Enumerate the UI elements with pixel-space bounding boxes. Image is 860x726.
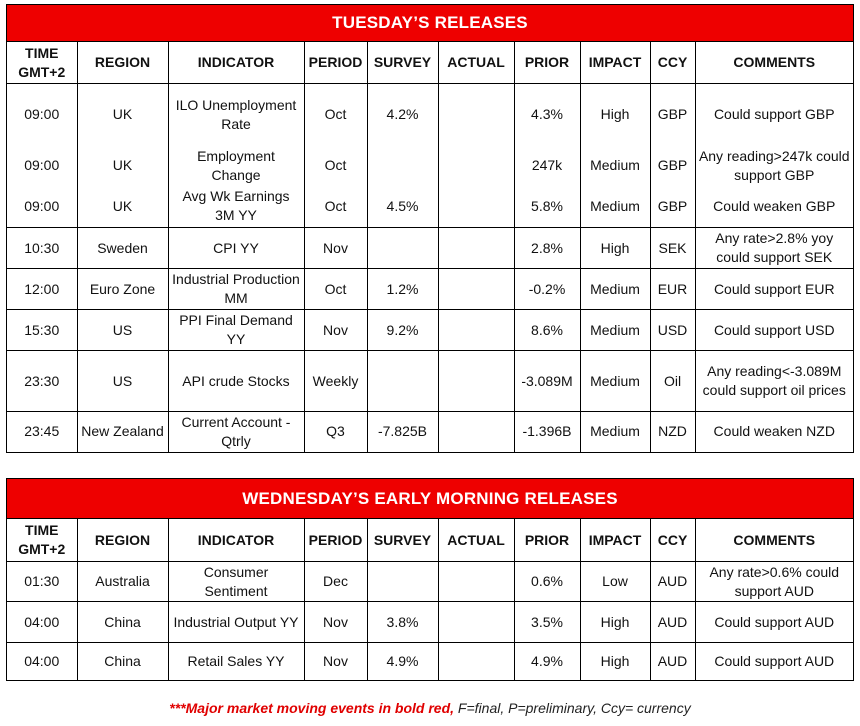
cell-indicator: ILO Unemployment Rate [168, 84, 304, 146]
table-row [7, 562, 853, 602]
cell-comments: Any rate>2.8% yoy could support SEK [695, 228, 853, 269]
cell-prior: 4.3% [514, 84, 580, 146]
cell-impact: Medium [580, 310, 650, 351]
wednesday-table [7, 518, 853, 680]
cell-time: 23:45 [7, 412, 77, 452]
cell-time: 01:30 [24, 573, 60, 589]
cell-survey: 4.9% [367, 643, 438, 680]
footer-legend [0, 700, 860, 716]
cell-region: UK [77, 186, 168, 228]
cell-ccy: EUR [650, 269, 695, 310]
cell-period: Nov [304, 310, 367, 351]
cell-region: US [77, 310, 168, 351]
cell-impact: High [580, 228, 650, 269]
cell-indicator: Current Account - Qtrly [168, 412, 304, 452]
header-comments: COMMENTS [695, 519, 853, 562]
cell-comments: Could support GBP [695, 84, 853, 146]
cell-ccy: GBP [650, 84, 695, 146]
cell-impact: High [580, 84, 650, 146]
header-actual: ACTUAL [438, 519, 514, 562]
cell-impact: Medium [580, 412, 650, 452]
cell-time: 09:00 [24, 157, 60, 173]
cell-region: US [77, 351, 168, 412]
cell-indicator: CPI YY [168, 228, 304, 269]
cell-time: 09:00 [24, 197, 60, 214]
cell-period: Oct [304, 186, 367, 228]
cell-time: 04:00 [7, 602, 77, 643]
cell-prior: 8.6% [514, 310, 580, 351]
cell-survey: 4.2% [367, 84, 438, 146]
header-time: TIME GMT+2 [7, 519, 77, 562]
cell-region: UK [77, 146, 168, 186]
cell-indicator: Industrial Production MM [168, 269, 304, 310]
cell-survey [367, 562, 438, 602]
cell-impact: Medium [580, 351, 650, 412]
cell-comments: Could support AUD [695, 643, 853, 680]
cell-comments: Any rate>0.6% could support AUD [695, 562, 853, 602]
cell-region: Australia [77, 562, 168, 602]
cell-ccy: USD [650, 310, 695, 351]
cell-ccy: SEK [650, 228, 695, 269]
cell-region: China [77, 643, 168, 680]
cell-period: Dec [304, 562, 367, 602]
cell-prior: 0.6% [514, 562, 580, 602]
header-prior: PRIOR [514, 42, 580, 84]
cell-ccy: GBP [650, 146, 695, 186]
cell-prior: 5.8% [514, 186, 580, 228]
cell-ccy: GBP [650, 186, 695, 228]
cell-ccy: Oil [650, 351, 695, 412]
cell-region: China [77, 602, 168, 643]
tuesday-releases-table [6, 4, 854, 453]
cell-actual [438, 643, 514, 680]
header-period: PERIOD [304, 42, 367, 84]
cell-time: 04:00 [7, 643, 77, 680]
header-survey: SURVEY [367, 519, 438, 562]
cell-period: Nov [304, 602, 367, 643]
header-impact: IMPACT [580, 519, 650, 562]
cell-period: Oct [304, 269, 367, 310]
cell-period: Q3 [304, 412, 367, 452]
cell-actual [438, 269, 514, 310]
table-row [7, 84, 853, 146]
table-row [7, 228, 853, 269]
cell-prior: 247k [514, 146, 580, 186]
cell-period: Oct [304, 146, 367, 186]
cell-ccy: AUD [650, 643, 695, 680]
cell-impact: Medium [580, 146, 650, 186]
header-indicator: INDICATOR [168, 519, 304, 562]
cell-survey [367, 228, 438, 269]
header-indicator: INDICATOR [168, 42, 304, 84]
cell-actual [438, 562, 514, 602]
cell-comments: Could weaken GBP [695, 186, 853, 228]
cell-period: Oct [304, 84, 367, 146]
cell-actual [438, 84, 514, 146]
cell-survey: 9.2% [367, 310, 438, 351]
cell-time: 09:00 [24, 106, 60, 123]
cell-ccy: AUD [650, 562, 695, 602]
cell-region: UK [77, 84, 168, 146]
cell-region: Euro Zone [77, 269, 168, 310]
table-row [7, 643, 853, 680]
cell-prior: -0.2% [514, 269, 580, 310]
cell-survey: 4.5% [367, 186, 438, 228]
cell-region: New Zealand [77, 412, 168, 452]
header-impact: IMPACT [580, 42, 650, 84]
table-row [7, 310, 853, 351]
cell-impact: High [580, 602, 650, 643]
header-ccy: CCY [650, 519, 695, 562]
cell-indicator: Consumer Sentiment [168, 562, 304, 602]
header-region: REGION [77, 42, 168, 84]
cell-ccy: AUD [650, 602, 695, 643]
cell-indicator: Retail Sales YY [168, 643, 304, 680]
cell-indicator: Avg Wk Earnings 3M YY [168, 186, 304, 228]
cell-survey: -7.825B [367, 412, 438, 452]
cell-indicator: PPI Final Demand YY [168, 310, 304, 351]
cell-prior: 4.9% [514, 643, 580, 680]
cell-actual [438, 228, 514, 269]
wednesday-header-row [7, 519, 853, 562]
cell-survey: 3.8% [367, 602, 438, 643]
cell-comments: Could support AUD [695, 602, 853, 643]
cell-actual [438, 146, 514, 186]
cell-time: 12:00 [7, 269, 77, 310]
cell-prior: -3.089M [514, 351, 580, 412]
cell-comments: Any reading>247k could support GBP [695, 146, 853, 186]
cell-actual [438, 186, 514, 228]
table-row [7, 186, 853, 228]
cell-impact: High [580, 643, 650, 680]
cell-period: Nov [304, 228, 367, 269]
cell-prior: 2.8% [514, 228, 580, 269]
tuesday-table [7, 41, 853, 452]
cell-period: Nov [304, 643, 367, 680]
cell-time: 15:30 [7, 310, 77, 351]
header-survey: SURVEY [367, 42, 438, 84]
cell-comments: Could support EUR [695, 269, 853, 310]
cell-actual [438, 351, 514, 412]
wednesday-releases-table [6, 478, 854, 681]
header-prior: PRIOR [514, 519, 580, 562]
cell-survey [367, 146, 438, 186]
cell-comments: Could support USD [695, 310, 853, 351]
tuesday-header-row [7, 42, 853, 84]
header-period: PERIOD [304, 519, 367, 562]
cell-comments: Any reading<-3.089M could support oil prices [695, 351, 853, 412]
wednesday-title: WEDNESDAY’S EARLY MORNING RELEASES [7, 479, 853, 518]
footer-highlight: ***Major market moving events in bold red, [169, 700, 455, 716]
table-row [7, 351, 853, 412]
table-row [7, 602, 853, 643]
cell-indicator: API crude Stocks [168, 351, 304, 412]
header-time: TIME GMT+2 [7, 42, 77, 84]
cell-survey: 1.2% [367, 269, 438, 310]
cell-actual [438, 310, 514, 351]
header-region: REGION [77, 519, 168, 562]
cell-actual [438, 412, 514, 452]
cell-time: 10:30 [7, 228, 77, 269]
footer-legend-text: F=final, P=preliminary, Ccy= currency [454, 700, 691, 716]
header-ccy: CCY [650, 42, 695, 84]
table-row [7, 269, 853, 310]
cell-prior: 3.5% [514, 602, 580, 643]
table-row [7, 412, 853, 452]
header-comments: COMMENTS [695, 42, 853, 84]
cell-indicator: Industrial Output YY [168, 602, 304, 643]
cell-comments: Could weaken NZD [695, 412, 853, 452]
cell-impact: Medium [580, 269, 650, 310]
cell-region: Sweden [77, 228, 168, 269]
cell-time: 23:30 [7, 351, 77, 412]
cell-impact: Medium [580, 186, 650, 228]
header-actual: ACTUAL [438, 42, 514, 84]
cell-indicator: Employment Change [168, 146, 304, 186]
cell-period: Weekly [304, 351, 367, 412]
table-row [7, 146, 853, 186]
cell-actual [438, 602, 514, 643]
tuesday-title: TUESDAY’S RELEASES [7, 5, 853, 41]
cell-survey [367, 351, 438, 412]
cell-prior: -1.396B [514, 412, 580, 452]
cell-ccy: NZD [650, 412, 695, 452]
cell-impact: Low [580, 562, 650, 602]
